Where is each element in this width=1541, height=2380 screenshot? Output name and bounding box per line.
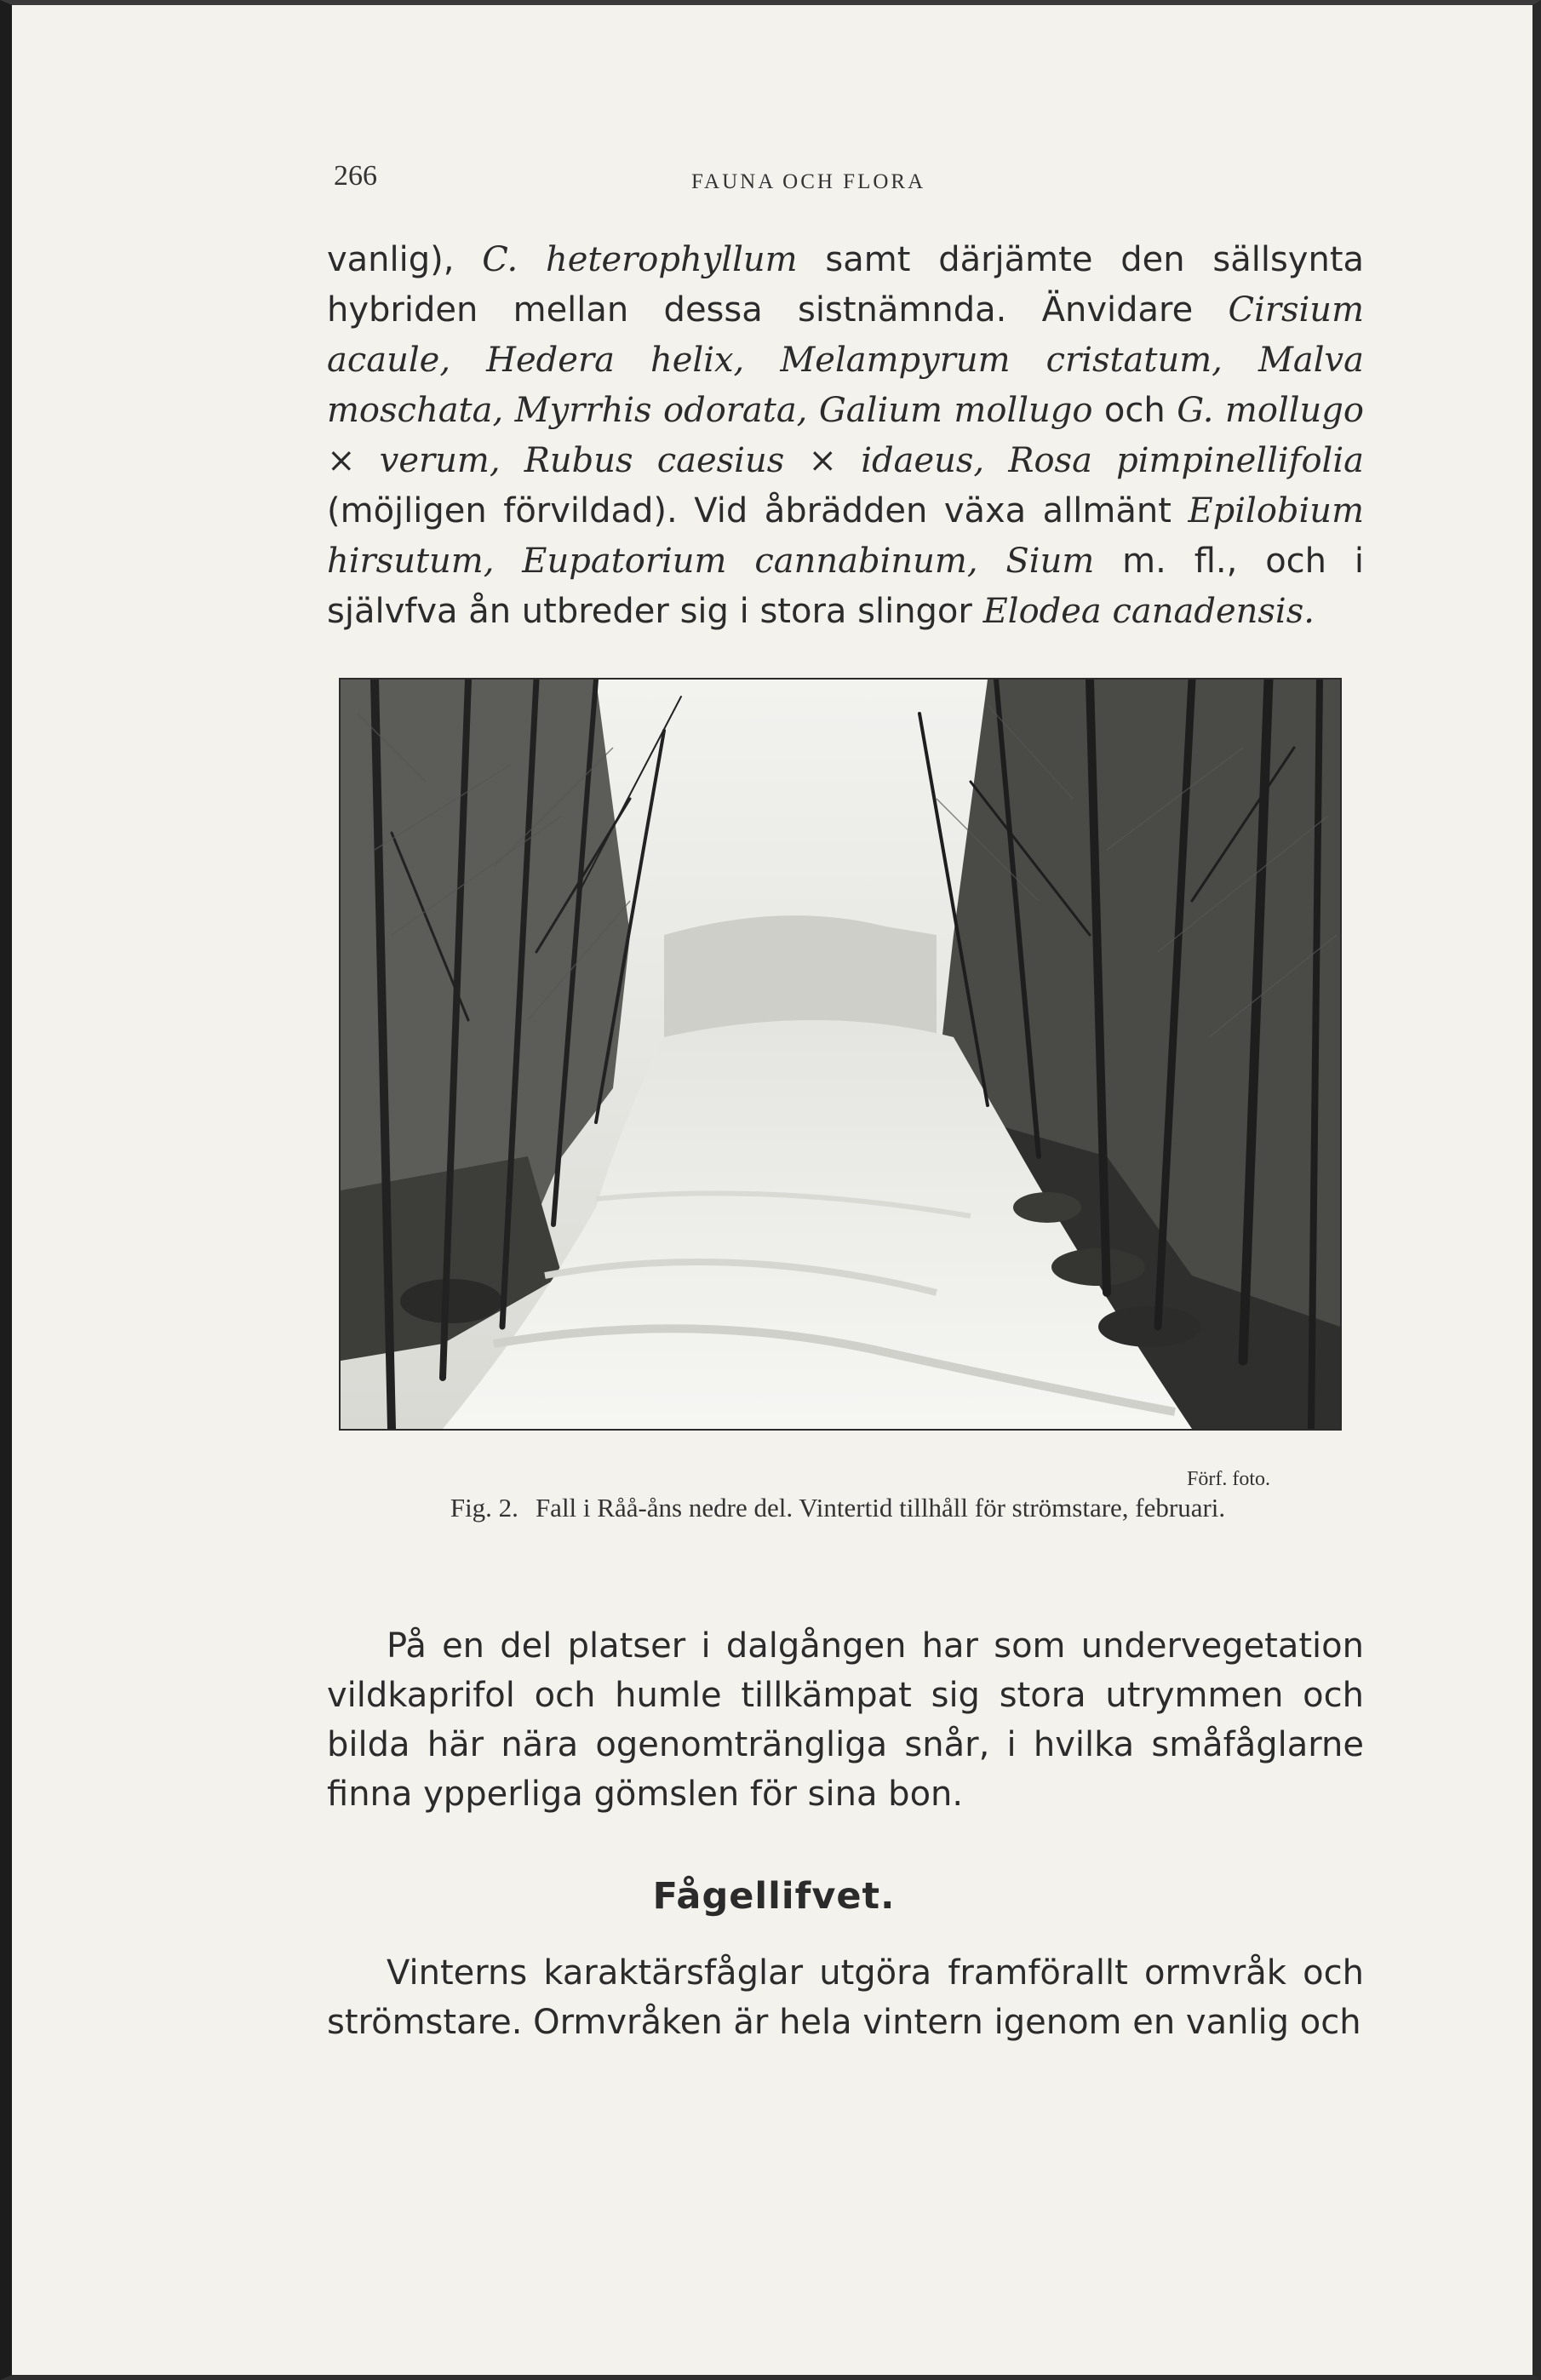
text-run: samt därjämte den sällsynta hybriden mellan dessa sistnämnda. Änvidare — [327, 240, 1365, 330]
page-number: 266 — [334, 160, 377, 192]
paragraph-plant-list — [327, 235, 1364, 637]
text-run: vanlig), — [327, 240, 483, 279]
caption-text: Fall i Råå-åns nedre del. Vintertid tillhåll för strömstare, februari. — [535, 1493, 1226, 1523]
section-heading: Fågellifvet. — [652, 1875, 896, 1918]
species-name: G. mollugo × verum, Rubus caesius × idaeus, Rosa pimpinellifolia — [327, 391, 1364, 480]
text-run: (möjligen förvildad). Vid åbrädden växa allmänt — [327, 491, 1189, 530]
page-header — [334, 160, 1355, 203]
species-name: Cirsium acaule, Hedera helix, Melampyrum cristatum, Malva moschata, Myrrhis odorata, Galium mollugo — [327, 290, 1364, 430]
figure-caption — [438, 1494, 1238, 1523]
photo-credit: Förf. foto. — [1187, 1468, 1270, 1490]
photo-illustration — [341, 680, 1340, 1429]
text-run: m. fl., och i självfva ån utbreder sig i stora slingor — [327, 542, 1364, 631]
paragraph-birds: Vinterns karaktärsfåglar utgöra framförallt ormvråk och strömstare. Ormvråken är hela vintern igenom en vanlig och — [327, 1953, 1364, 2042]
running-head: FAUNA OCH FLORA — [691, 170, 926, 193]
figure-label: Fig. 2. — [450, 1493, 518, 1523]
species-name: C. heterophyllum — [482, 240, 798, 279]
species-name: Epilobium hirsutum, Eupatorium cannabinum, Sium — [327, 491, 1364, 581]
paragraph-undervegetation: På en del platser i dalgången har som undervegetation vildkaprifol och humle tillkämpat sig stora utrymmen och bilda här nära ogenomträngliga snår, i hvilka småfåglarne finna ypperliga gömslen för sina bon. — [327, 1626, 1364, 1814]
species-name: Elodea canadensis. — [982, 592, 1315, 631]
river-waterfall-photo — [339, 678, 1342, 1431]
text-run: och — [1092, 391, 1177, 430]
